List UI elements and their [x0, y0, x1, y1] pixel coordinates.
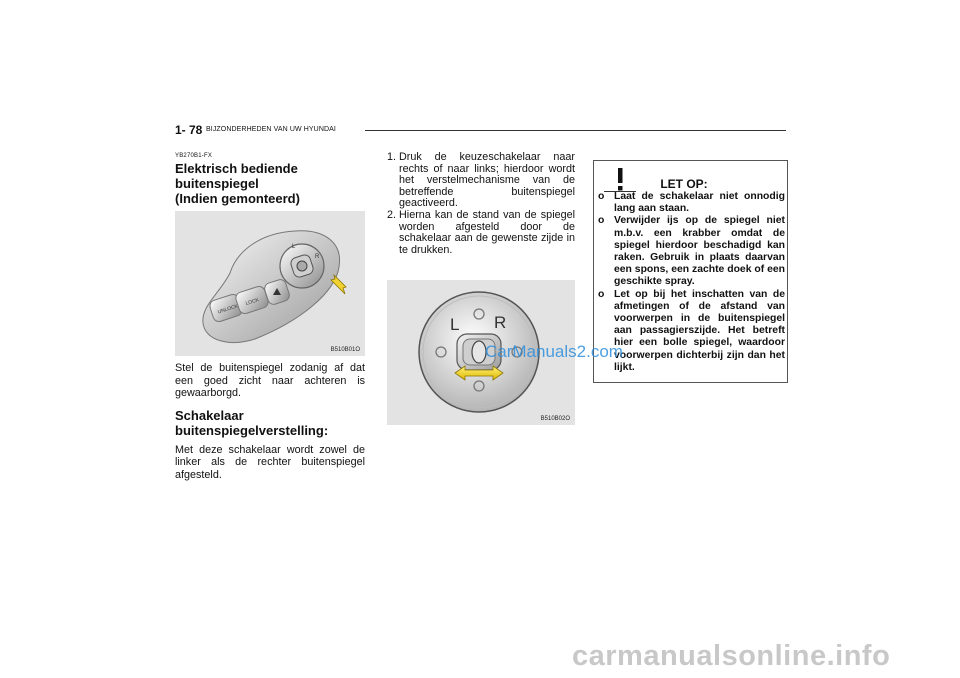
header-rule: [365, 130, 786, 131]
section-code: YB270B1-FX: [175, 153, 213, 159]
intro-paragraph: Stel de buitenspiegel zodanig af dat een goed zicht naar achteren is gewaarborgd.: [175, 362, 365, 400]
right-selector-label: R: [315, 254, 320, 260]
middle-column: [387, 152, 575, 256]
caution-item: o Let op bij het inschatten van de afmetingen of de afstand van voorwerpen in de buitenspiegel aan passagierszijde. Het betreft hier een bolle spiegel, waardoor voorwerpen dichterbij zijn dan het lijkt.: [598, 288, 785, 373]
figure-code: B510B01O: [330, 347, 360, 353]
left-column: [175, 153, 365, 482]
page-number: 1- 78: [175, 123, 203, 137]
right-selector-label: R: [494, 313, 507, 332]
warning-exclamation-icon: [602, 167, 638, 193]
mirror-switch-panel-illustration: [175, 211, 365, 356]
caution-list: [598, 191, 785, 374]
page-header: [175, 124, 787, 138]
footer-watermark: carmanualsonline.info: [572, 640, 891, 672]
chapter-title: BIJZONDERHEDEN VAN UW HYUNDAI: [206, 126, 336, 133]
section-title: Elektrisch bediende buitenspiegel (Indien gemonteerd): [175, 161, 300, 206]
door-switch-panel-drawing: [175, 211, 365, 356]
figure-code: B510B02O: [540, 416, 570, 422]
left-selector-label: L: [450, 315, 460, 334]
left-selector-label: L: [292, 244, 296, 250]
subsection-title: Schakelaar buitenspiegelverstelling:: [175, 407, 329, 438]
caution-item: o Laat de schakelaar niet onnodig lang aan staan.: [598, 191, 785, 215]
step-list: [387, 152, 575, 256]
lock-label: LOCK: [245, 297, 260, 307]
step-item: 1. Druk de keuzeschakelaar naar rechts of naar links; hierdoor wordt het verstelmechanisme van de betreffende buitenspiegel geactiveerd.: [387, 151, 575, 210]
subsection-paragraph: Met deze schakelaar wordt zowel de linker als de rechter buitenspiegel afgesteld.: [175, 443, 365, 481]
unlock-label: UNLOCK: [217, 303, 239, 316]
step-item: 2. Hierna kan de stand van de spiegel worden afgesteld door de schakelaar aan de gewenste zijde in te drukken.: [387, 208, 575, 256]
caution-item: o Verwijder ijs op de spiegel niet m.b.v. een krabber omdat de spiegel hierdoor beschadigd kan raken. Gebruik in plaats daarvan een spons, een zachte doek of een geschikte spray.: [598, 215, 785, 288]
overlay-watermark: CarManuals2.com: [485, 342, 623, 361]
caution-title: LET OP:: [660, 177, 708, 191]
